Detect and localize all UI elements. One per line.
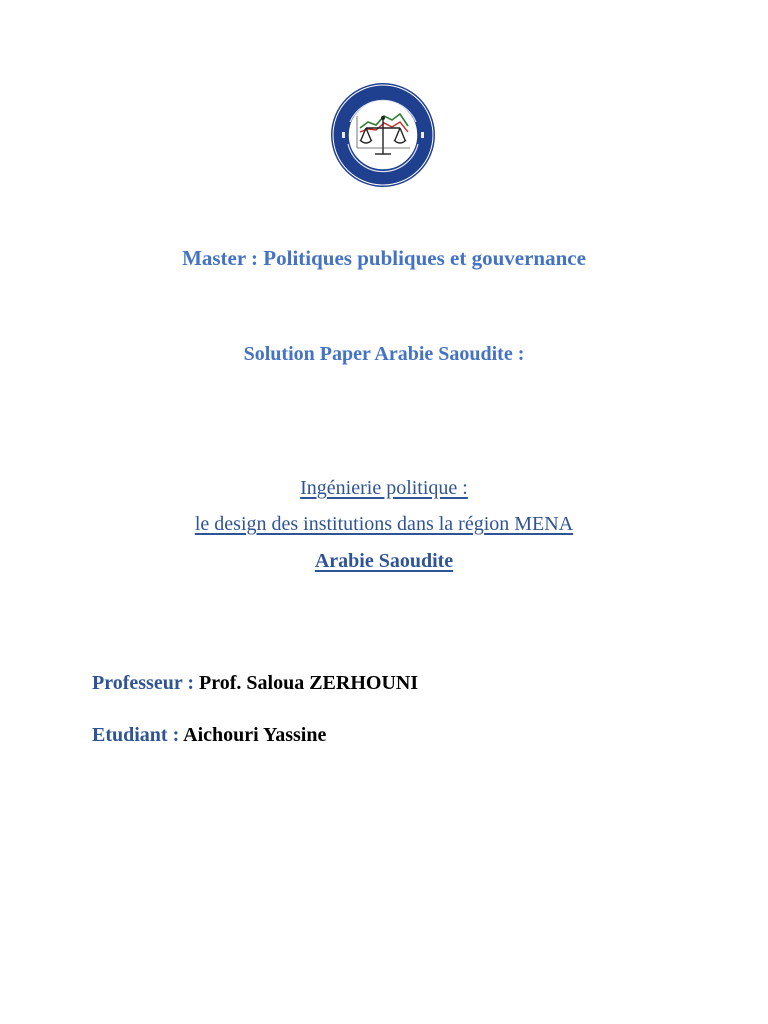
- subtitle-line-2: le design des institutions dans la région MENA: [194, 513, 574, 535]
- solution-paper-title: Solution Paper Arabie Saoudite :: [243, 343, 525, 365]
- student-label: Etudiant :: [92, 724, 184, 746]
- professor-line: [92, 672, 418, 695]
- master-title: Master : Politiques publiques et gouvernance: [182, 246, 586, 270]
- faculty-seal-logo: [330, 82, 436, 188]
- subtitle-line-3: Arabie Saoudite: [314, 550, 454, 572]
- student-name: Aichouri Yassine: [183, 724, 327, 746]
- faculty-seal-scales-icon: [330, 82, 436, 188]
- professor-label: Professeur :: [92, 672, 200, 694]
- student-line: [92, 724, 326, 747]
- subtitle-line-1: Ingénierie politique :: [300, 477, 468, 499]
- professor-name: Prof. Saloua ZERHOUNI: [199, 672, 419, 694]
